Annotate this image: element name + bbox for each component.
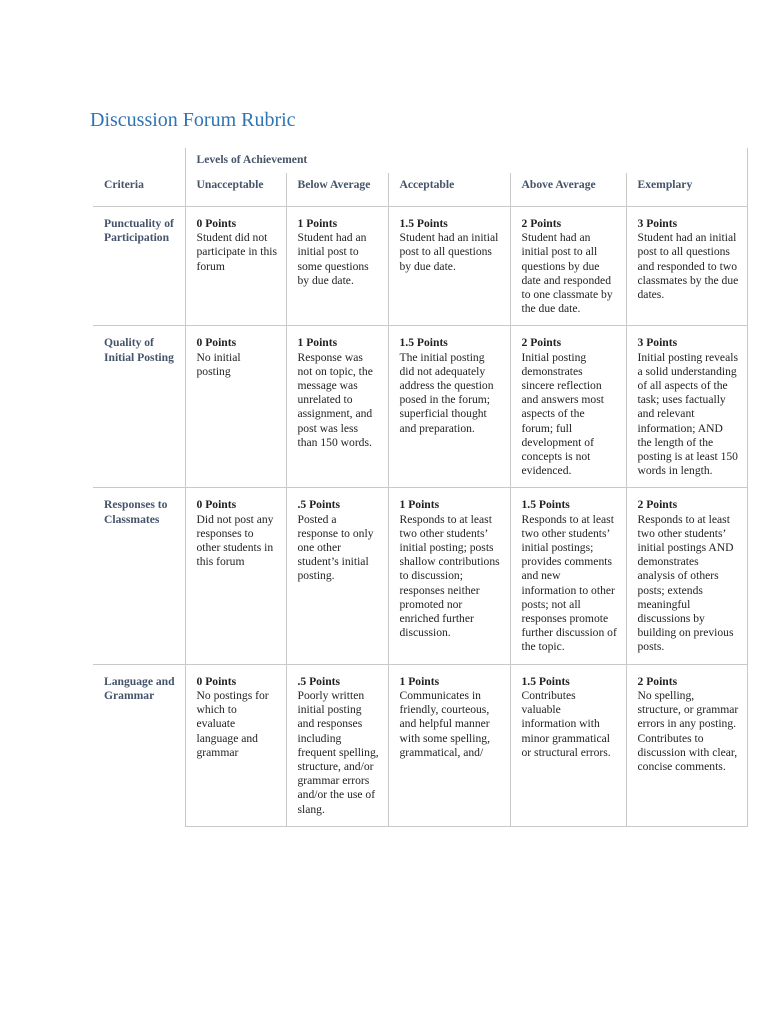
level-header-below-average: Below Average: [286, 173, 388, 207]
cell-description: Posted a response to only one other student’s initial posting.: [297, 512, 374, 583]
cell-points: 1.5 Points: [399, 217, 448, 230]
cell-description: Did not post any responses to other students in this forum: [196, 512, 274, 569]
cell-description: Student had an initial post to all questions by due date.: [399, 231, 499, 273]
rubric-cell: [185, 207, 286, 326]
rubric-cell: [286, 326, 388, 488]
criterion-label: Responses to Classmates: [93, 488, 185, 664]
header-spacer: [93, 148, 185, 173]
level-header-unacceptable: Unacceptable: [185, 173, 286, 207]
criterion-label: Language and Grammar: [93, 664, 185, 826]
cell-points: 2 Points: [521, 336, 562, 350]
cell-description: No postings for which to evaluate language and grammar: [196, 688, 269, 759]
cell-points: .5 Points: [297, 674, 341, 688]
cell-points: 0 Points: [196, 336, 237, 350]
rubric-cell: [388, 207, 510, 326]
levels-of-achievement-header: Levels of Achievement: [185, 148, 747, 173]
cell-description: The initial posting did not adequately address the question posed in the forum; superficial thought and preparation.: [399, 350, 494, 435]
table-row: [93, 488, 747, 664]
level-header-exemplary: Exemplary: [626, 173, 747, 207]
cell-points: 3 Points: [637, 336, 678, 350]
header-group-row: [93, 148, 747, 173]
criterion-label: Quality of Initial Posting: [93, 326, 185, 488]
cell-points: 0 Points: [196, 674, 237, 688]
cell-points: 1 Points: [297, 336, 338, 350]
cell-description: Responds to at least two other students’ initial posting; posts shallow contributions to discussion; responses neither promoted nor enriched further discussion.: [399, 512, 500, 640]
cell-points: 1 Points: [297, 217, 338, 230]
table-row: [93, 326, 747, 488]
rubric-cell: [626, 488, 747, 664]
cell-description: Responds to at least two other students’ initial postings; provides comments and new information to other posts; not all responses promote further discussion of the topic.: [521, 512, 617, 654]
cell-points: 1 Points: [399, 498, 440, 512]
cell-description: Student had an initial post to some questions by due date.: [297, 231, 369, 287]
rubric-cell: [286, 488, 388, 664]
rubric-cell: [286, 664, 388, 826]
rubric-cell: [185, 664, 286, 826]
rubric-table: [93, 148, 748, 827]
cell-points: 2 Points: [637, 674, 678, 688]
table-row: [93, 664, 747, 826]
rubric-cell: [388, 326, 510, 488]
cell-points: 1.5 Points: [521, 498, 570, 512]
cell-description: Student had an initial post to all questions and responded to two classmates by the due dates.: [637, 231, 739, 302]
cell-description: Student had an initial post to all questions by due date and responded to one classmate by the due date.: [521, 231, 613, 316]
rubric-cell: [286, 207, 388, 326]
rubric-cell: [626, 207, 747, 326]
rubric-cell: [626, 326, 747, 488]
rubric-cell: [510, 664, 626, 826]
rubric-cell: [388, 664, 510, 826]
cell-points: 1.5 Points: [521, 674, 570, 688]
rubric-cell: [185, 488, 286, 664]
rubric-cell: [185, 326, 286, 488]
cell-points: 0 Points: [196, 217, 237, 230]
cell-points: .5 Points: [297, 498, 341, 512]
cell-description: No initial posting: [196, 350, 241, 378]
cell-description: Communicates in friendly, courteous, and helpful manner with some spelling, grammatical, and/: [399, 688, 490, 759]
rubric-cell: [510, 326, 626, 488]
cell-description: Poorly written initial posting and responses including frequent spelling, structure, and/or grammar errors and/or the use of slang.: [297, 688, 379, 816]
cell-points: 2 Points: [637, 498, 678, 512]
cell-points: 1 Points: [399, 674, 440, 688]
level-header-above-average: Above Average: [510, 173, 626, 207]
criteria-header: Criteria: [93, 173, 185, 207]
rubric-cell: [388, 488, 510, 664]
cell-description: Student did not participate in this forum: [196, 231, 277, 273]
cell-points: 0 Points: [196, 498, 237, 512]
criterion-label: Punctuality of Participation: [93, 207, 185, 326]
rubric-cell: [510, 207, 626, 326]
rubric-cell: [510, 488, 626, 664]
cell-description: Initial posting reveals a solid understanding of all aspects of the task; uses factually and relevant information; AND the length of the posting is at least 150 words in length.: [637, 350, 738, 478]
cell-description: Contributes valuable information with minor grammatical or structural errors.: [521, 688, 611, 759]
cell-points: 2 Points: [521, 217, 562, 230]
cell-description: No spelling, structure, or grammar errors in any posting. Contributes to discussion with clear, concise comments.: [637, 688, 739, 773]
cell-description: Response was not on topic, the message was unrelated to assignment, and post was less than 150 words.: [297, 350, 373, 449]
header-columns-row: [93, 173, 747, 207]
cell-points: 1.5 Points: [399, 336, 448, 350]
cell-points: 3 Points: [637, 217, 678, 230]
cell-description: Responds to at least two other students’ initial postings AND demonstrates analysis of others posts; extends meaningful discussions by building on previous posts.: [637, 512, 734, 654]
table-row: [93, 207, 747, 326]
document-title: Discussion Forum Rubric: [90, 109, 296, 131]
cell-description: Initial posting demonstrates sincere reflection and answers most aspects of the forum; full development of concepts is not evidenced.: [521, 350, 604, 478]
level-header-acceptable: Acceptable: [388, 173, 510, 207]
rubric-cell: [626, 664, 747, 826]
